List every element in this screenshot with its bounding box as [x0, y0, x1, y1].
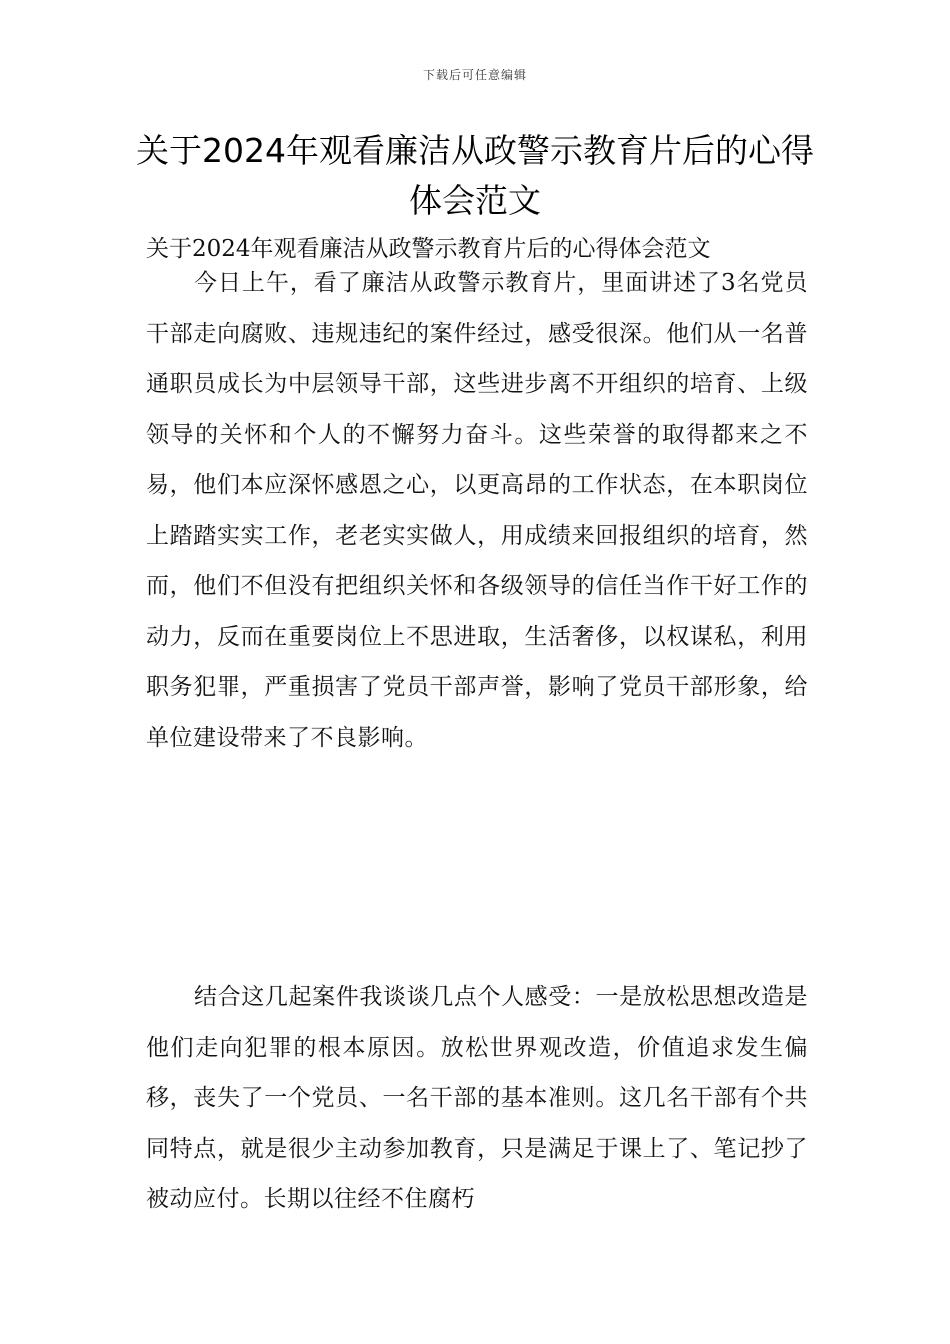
document-subtitle: 关于2024年观看廉洁从政警示教育片后的心得体会范文: [146, 236, 711, 262]
document-title: 关于2024年观看廉洁从政警示教育片后的心得体会范文: [136, 131, 814, 220]
body-paragraph-1: 今日上午，看了廉洁从政警示教育片，里面讲述了3名党员干部走向腐败、违规违纪的案件经过，感受很深。他们从一名普通职员成长为中层领导干部，这些进步离不开组织的培育、上级领导的关怀和个人的不懈努力奋斗。这些荣誉的取得都来之不易，他们本应深怀感恩之心，以更高昂的工作状态，在本职岗位上踏踏实实工作，老老实实做人，用成绩来回报组织的培育，然而，他们不但没有把组织关怀和各级领导的信任当作干好工作的动力，反而在重要岗位上不思进取，生活奢侈，以权谋私，利用职务犯罪，严重损害了党员干部声誉，影响了党员干部形象，给单位建设带来了不良影响。: [146, 270, 808, 751]
header-note: 下载后可任意编辑: [422, 68, 527, 82]
body-paragraph-2: 结合这几起案件我谈谈几点个人感受：一是放松思想改造是他们走向犯罪的根本原因。放松世界观改造，价值追求发生偏移，丧失了一个党员、一名干部的基本准则。这几名干部有个共同特点，就是很少主动参加教育，只是满足于课上了、笔记抄了被动应付。长期以往经不住腐朽: [146, 984, 808, 1212]
